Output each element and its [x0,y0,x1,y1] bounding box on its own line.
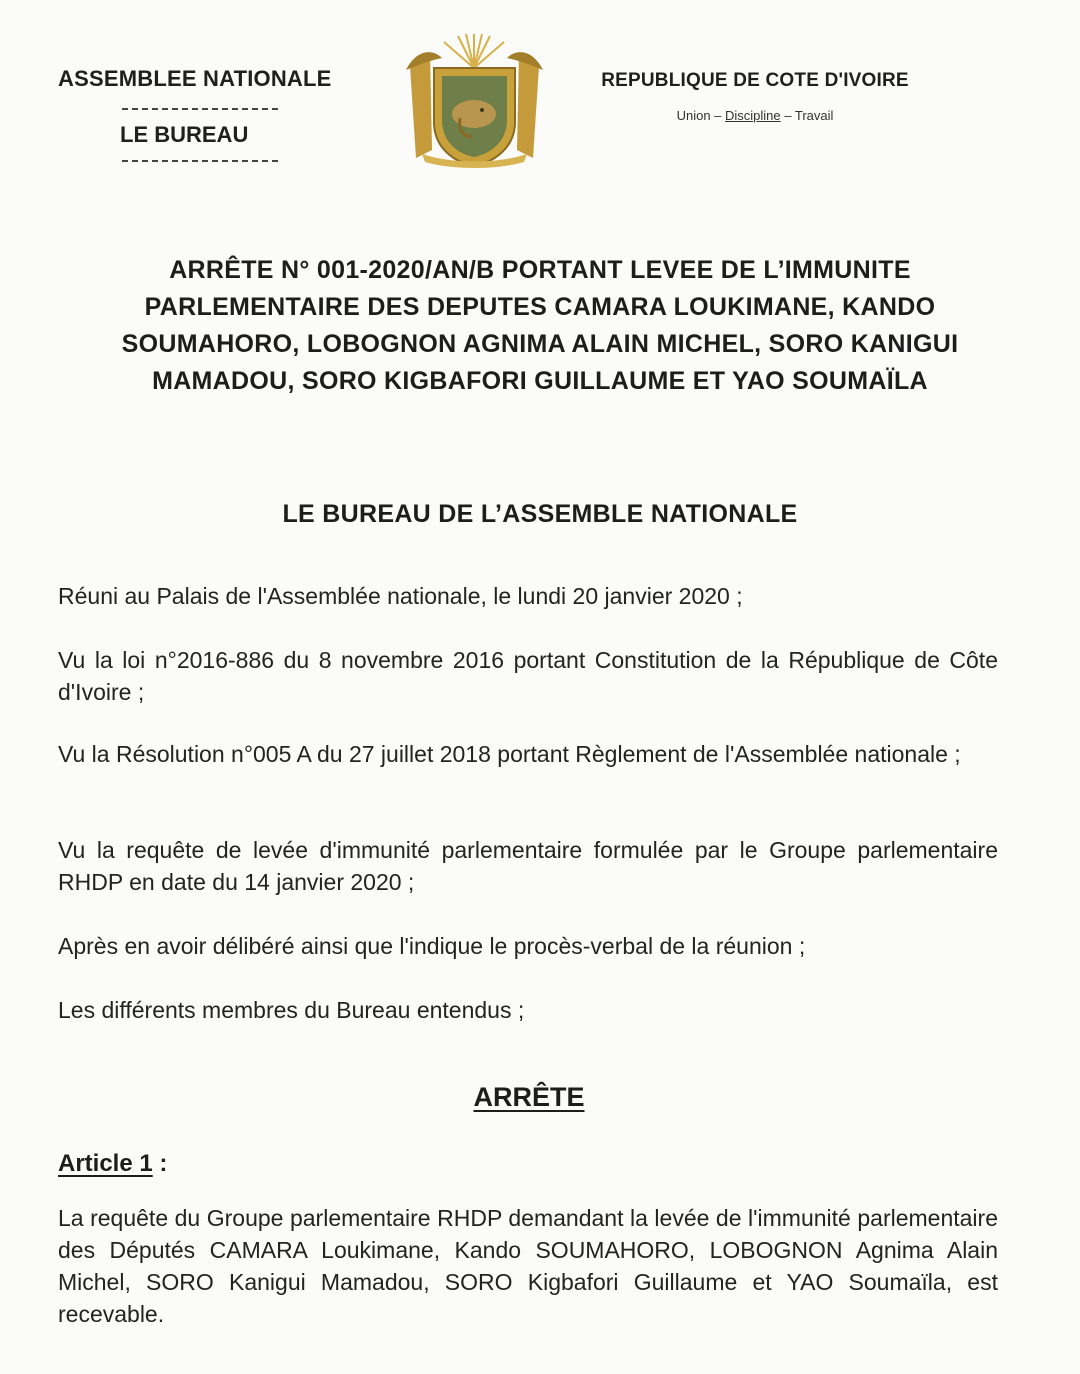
motto-part: Union – [676,108,726,123]
bureau-label: LE BUREAU [120,122,249,147]
header-divider [122,160,278,162]
paragraph: Les différents membres du Bureau entendus ; [58,997,525,1023]
article-heading [58,1150,167,1178]
article-heading-text: Article 1 [58,1150,153,1177]
article-heading-suffix: : [152,1150,168,1177]
document-title: ARRÊTE N° 001-2020/AN/B PORTANT LEVEE DE L’IMMUNITE PARLEMENTAIRE DES DEPUTES CAMARA LOUKIMANE, KANDO SOUMAHORO, LOBOGNON AGNIMA ALAIN MICHEL, SORO KANIGUI MAMADOU, SORO KIGBAFORI GUILLAUME ET YAO SOUMAÏLA [121,256,959,395]
decision-heading [0,1082,1058,1113]
left-palm [410,52,432,158]
motto-part: Discipline [725,108,781,123]
paragraph: Réuni au Palais de l'Assemblée nationale, le lundi 20 janvier 2020 ; [58,583,743,609]
motto-part: – Travail [780,108,834,123]
header-divider [122,108,278,110]
paragraph: Vu la requête de levée d'immunité parlementaire formulée par le Groupe parlementaire RHDP en date du 14 janvier 2020 ; [58,837,998,895]
header-right [580,70,930,123]
paragraph: Vu la Résolution n°005 A du 27 juillet 2018 portant Règlement de l'Assemblée nationale ; [58,741,961,767]
paragraph: Vu la loi n°2016-886 du 8 novembre 2016 portant Constitution de la République de Côte d'Ivoire ; [58,647,998,705]
coat-of-arms-icon [402,30,547,170]
decision-heading-text: ARRÊTE [473,1082,585,1112]
national-motto [580,108,930,123]
paragraph: Après en avoir délibéré ainsi que l'indique le procès-verbal de la réunion ; [58,933,806,959]
header-left [58,66,368,162]
right-palm [517,52,539,158]
sun-rays [444,34,504,68]
article-body: La requête du Groupe parlementaire RHDP demandant la levée de l'immunité parlementaire des Députés CAMARA Loukimane, Kando SOUMAHORO, LOBOGNON Agnima Alain Michel, SORO Kanigui Mamadou, SORO Kigbafori Guillaume et YAO Soumaïla, est recevable. [58,1205,998,1327]
republic-name: REPUBLIQUE DE COTE D'IVOIRE [601,70,909,91]
assembly-name: ASSEMBLEE NATIONALE [58,66,332,91]
document-subtitle: LE BUREAU DE L’ASSEMBLE NATIONALE [282,500,798,528]
